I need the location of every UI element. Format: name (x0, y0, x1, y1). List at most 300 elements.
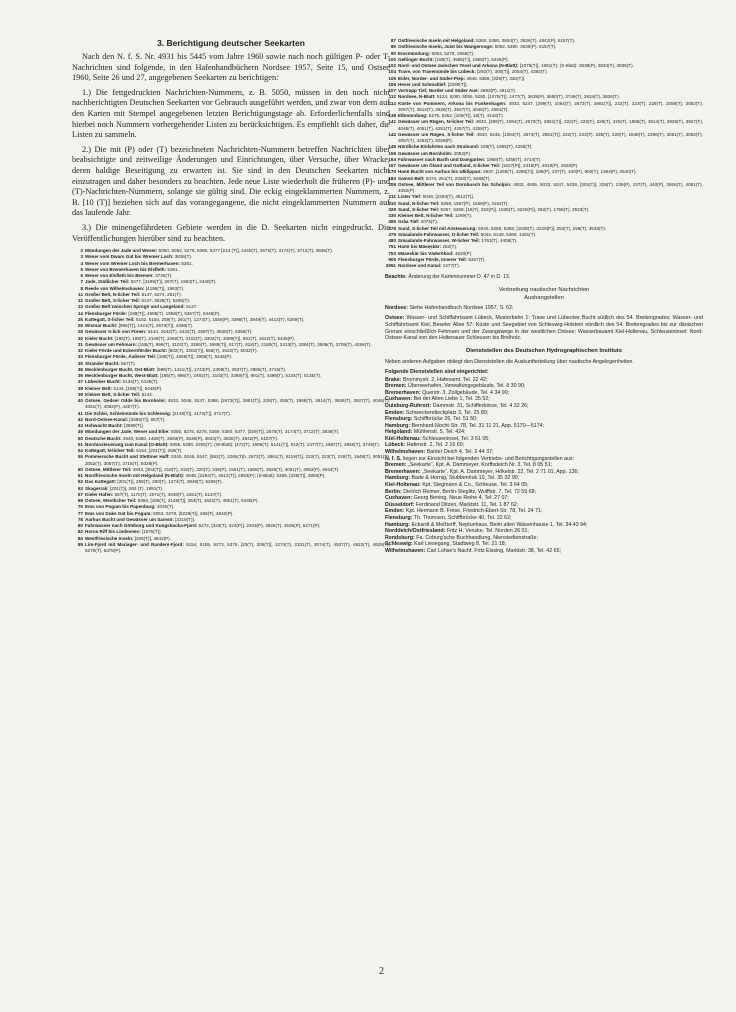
list-item (385, 263, 703, 269)
chart-name: Skagerrak: (85, 485, 109, 491)
chart-name: Das Kattegatt: (85, 479, 117, 485)
nordsee-paragraph (385, 305, 703, 312)
chart-name: Flensburger Förde, Innerer Teil: (398, 256, 468, 262)
chart-refs: [201(T)], 259(T), 260(T), 1274(T), 3949(T), 5269(T). (117, 479, 223, 485)
chart-refs: 5368, [185(T), 2149(T)], 253(T), 1622(T), 4051(T), 5445(P). (137, 498, 259, 504)
ostsee-paragraph (385, 315, 703, 342)
chart-number: 480 (388, 238, 396, 243)
office-city: Bremerhaven: (385, 468, 421, 475)
chart-number: 114 (388, 100, 396, 106)
office-entry (385, 515, 703, 522)
office-city: Hamburg: (385, 422, 411, 429)
chart-refs: 5275, 5352, [105(T)], 16(T), 4418(T). (428, 113, 504, 118)
chart-refs: 5361. (181, 260, 193, 266)
chart-name: Hever und Schmaltief: (398, 81, 447, 87)
chart-refs: 4933, [299(T), 1064(T), 2673(T), 2861(T)], 222(T), 223(T), 228(T), 229(T), 1965(T), 3614(T), 3926(T), 3927(T), 4046(T), 4051(T), 4253(T), 4257(T), 4258(T). (398, 119, 704, 131)
chart-name: Großer Belt zwischen Sprogö und Langeland: (85, 304, 185, 310)
chart-number: 80 (77, 523, 83, 529)
chart-entry (398, 119, 703, 132)
chart-name: Kieler Hafen: (85, 491, 114, 497)
office-text: Brommystr. 2, Hafenamt, Tel. 22 42; (402, 376, 488, 383)
chart-name: Gewässer S-lich von Fünen: (85, 329, 147, 335)
chart-name: Samsö Belt: (398, 175, 425, 181)
office-entry (385, 482, 703, 489)
chart-number: 11 (78, 291, 83, 297)
chart-refs: 5053, 5278, [5229(T)], 268(T), 4842(P). (153, 510, 234, 516)
chart-number: 13 (77, 304, 83, 310)
chart-name: Hanö Bucht von Aarhus bis Utklippan: (398, 169, 482, 175)
office-text: Bernhard-Nocht-Str. 78, Tel. 31 11 21, App. 5170—5174; (411, 422, 545, 429)
chart-name: Aarhus Bucht und Gewässer um Samsö: (85, 516, 174, 522)
office-entry (385, 475, 703, 482)
chart-refs: 5048, [2284(T), 4612(T)]. (422, 194, 475, 200)
office-entry (385, 522, 703, 529)
chart-name: Horns Riff bis Lindesnes: (85, 529, 141, 535)
office-entry (385, 528, 703, 535)
chart-refs: 3740(T). (155, 273, 173, 279)
chart-name: Großer Belt, S-licher Teil: (85, 298, 141, 304)
chart-refs: [201(T)], 260 (T), 1991(T). (110, 485, 164, 491)
chart-refs: 5267, 5268, [16(T), 322(P)], 1535(T), 3220(P)], 253(T), 1766(T), 3533(T). (440, 206, 590, 212)
chart-name: Ostsee, Mittlerer Teil von Dornbusch bis Scholpin: (398, 181, 512, 187)
chart-name: Hanö bis Mäseskär: (398, 244, 442, 250)
chart-refs: [996(T), 1421(T)], 1743(P), 2409(T), 2537(T), 2885(T), 4715(T). (156, 366, 287, 372)
chart-refs: 5245, 5246, 5247, [552(T), 2265(T)b, 2673(T), 2861(T), 5119(T)], 222(T), 223(T), 228(T), 1848(T), 3051(T), 3052(T), 3057(T), 3715(T), 5028(P). (85, 454, 391, 466)
chart-number: 7 (80, 279, 83, 285)
chart-entry (398, 132, 703, 145)
office-entry (385, 436, 703, 443)
chart-name: Wismar Bucht: (85, 323, 118, 329)
chart-number: 32 (77, 348, 83, 354)
chart-refs: 5147. (186, 304, 198, 310)
office-text: „Seekarte“, Kpt. A. Dammeyer, Hökelstr. 22, Tel. 2 71 01, App. 136; (422, 468, 579, 475)
chart-number: 159 (388, 150, 396, 156)
chart-refs: 1968(T), 4258(T), 4714(T). (486, 156, 542, 162)
chart-name: Kleiner Belt, S-licher Teil: (85, 391, 141, 397)
chart-number: 138 (388, 113, 396, 118)
chart-refs: 5360, 5380, 3834(T), 3836(T), 4842(P), 5157(T). (476, 38, 576, 43)
chart-refs: 4933, 5046, 5247, 5368, [2673(T)], 2861(T)], 228(T), 253(T), 1968(T), 3614(T), 3926(T), 3927(T), 4046(T), 4051(T), 4052(P), 4257(T). (85, 398, 390, 410)
list-item (385, 132, 703, 145)
chart-name: Ostfriesische Inseln mit Helgoland: (398, 38, 475, 43)
chart-name: Gewässer um Rügen, N-licher Teil: (398, 119, 475, 125)
note-label: Beachte: (385, 274, 407, 281)
office-text: Kpt. Hermann B. Frese, Friedrich-Ebert-Str. 78, Tel. 24 71; (405, 508, 543, 515)
chart-number: 33 (77, 354, 83, 360)
chart-number: 479 (388, 231, 396, 237)
chart-refs: 4933, 5245, [1064(T), 2673(T), 2861(T)], 222(T), 223(T), 225(T), 229(T), 1848(T), 2296(T), 3051(T), 3052(T), 3057(T), 4253(T), 5028(P). (398, 131, 703, 143)
office-text: Eckardt & Meßtorff, Neptunhaus, Beim alten Waisenhause 1, Tel. 34 43 94; (411, 521, 588, 528)
chart-number: 55 (77, 454, 83, 460)
office-entry (385, 449, 703, 456)
chart-name: Gewässer um Öland und Gotland, S-licher Teil: (398, 163, 501, 168)
office-city: Flensburg: (385, 515, 413, 521)
chart-number: 170 (388, 169, 396, 175)
chart-number: 12 (77, 298, 83, 304)
chart-name: Sund, S-licher Teil: (398, 206, 440, 212)
chart-refs: [185(T), 996(T), 2492(T), 3102(T), 3389(T)], 991(T), 4396(T), 5134(T), 5135(T). (159, 373, 322, 379)
office-city: Rendsburg: (385, 534, 415, 541)
office-text: Georg Bening, Neue Reihe 4, Tel. 27 07; (413, 495, 509, 502)
chart-name: Lim-Fjord mit Mariager- und Randers-Fjord: (85, 541, 184, 547)
chart-refs: [1075(T)]. (141, 529, 162, 535)
office-city: Kiel-Holtenau: (385, 482, 421, 489)
office-entry (385, 495, 703, 502)
offices-heading: Folgende Dienststellen sind eingerichtet: (385, 368, 489, 375)
chart-number: 4 (80, 260, 83, 266)
right-column (385, 38, 703, 555)
chart-number: 310 (388, 200, 396, 206)
chart-number: 37 (77, 379, 83, 385)
chart-name: Fahrwasser nach Barth und Damgarten: (398, 156, 486, 162)
chart-name: Gewässer um Rügen, S-licher Teil: (398, 131, 475, 137)
chart-name: Nordansteuerung zum Kanal (O-Blatt): (85, 441, 169, 447)
chart-refs: [1627(P)], 2418(P), 4519(P), 4820(P). (501, 163, 579, 168)
chart-refs: [2149(T)], 4174(T)], 3717(T). (172, 410, 232, 416)
chart-number: 211 (388, 194, 396, 200)
chart-name: Fahrwasser nach Göteborg und Kungsbacka-Fjord: (85, 523, 198, 529)
chart-name: Gråa Tief: (398, 219, 420, 225)
chart-refs: [502(T), 3302(T)], 658(T), 1622(T), 5032(T). (168, 348, 258, 354)
chart-refs: 5361. (167, 266, 179, 272)
offices-intro: Neben anderen Aufgaben obliegt den Dienststellen die Auskunfterteilung über nautische Angelegenheiten. (385, 358, 634, 365)
office-text: Dammstr. 31, Schifferbörse, Tel. 4 32 26; (432, 402, 529, 409)
chart-number: 62 (77, 479, 83, 485)
chart-refs: 4933, 4936, 5033, 5247, 5438, [303(T)], 228(T), 236(P), 237(T), 440(P), 3926(T), 4051(T), 4052(P). (398, 181, 703, 193)
office-city: Kiel-Holtenau: (385, 435, 421, 442)
chart-refs: 262(T). (442, 244, 458, 250)
chart-refs: 5144, 1642(T), 2432(T), 2687(T), 3628(T), 5265(T). (147, 329, 253, 335)
chart-refs: [185(T), 188(T), 2149(T), 2492(T), 3102(T), 3302(T), 3389(T)], 991(T), 1622(T), 5445(P). (114, 335, 296, 341)
chart-name: Trave, von Travemünde bis Lübeck: (398, 69, 476, 75)
chart-number: 107 (388, 88, 396, 93)
section-title: 3. Berichtigung deutscher Seekarten (157, 38, 305, 48)
chart-refs: 5147, 3628(T), 5265(T). (141, 298, 191, 304)
chart-correction-list-right (385, 38, 703, 269)
list-item (72, 454, 390, 467)
chart-refs: [3485(T)], 657(T). (129, 416, 166, 422)
chart-refs: [188(T)], 4585(T), 1958(T), 5367(T), 5445(P). (128, 310, 221, 316)
chart-number: 6 (80, 273, 83, 279)
chart-number: 102 (388, 63, 396, 68)
chart-name: Nord-Ostsee-Kanal: (85, 416, 129, 422)
chart-name: Emsmündung: (398, 50, 431, 56)
chart-name: Kleiner Belt, N-licher Teil: (398, 213, 454, 218)
office-text: Fritz H. Venske, Tel. Norden 26 01; (446, 528, 529, 535)
chart-refs: 5144, [188(T)], 5445(P). (113, 385, 163, 391)
chart-refs: [188(T)], 4585(T)], 1958(T), 5445(P). (157, 354, 233, 360)
office-text: Querstr. 3, Zollgebäude, Tel. 4 34 90; (422, 389, 510, 396)
chart-name: Ostfriesische Inseln, Juist bis Wangerooge: (398, 44, 494, 50)
chart-refs: 5154, 5155, 5273, 5376, [23(T), 205(T)], 1274(T), 2331(T), 3074(T), 4537(T), 4622(T), 4629(T), 5270(T), 5375(P). (85, 541, 390, 554)
chart-name: Ostsee, Westlicher Teil: (85, 498, 137, 504)
office-entry (385, 508, 703, 515)
office-city: Norddeich/Ostfriesland: (385, 528, 446, 535)
office-entry (385, 535, 703, 542)
chart-number: 51 (77, 441, 83, 447)
chart-name: Nord- und Ostsee zwischen Texel und Arkona (N-Blatt): (398, 63, 519, 68)
chart-number: 35 (77, 360, 83, 366)
chart-number: 60 (77, 466, 83, 472)
chart-refs: 4040(T). (156, 504, 175, 510)
chart-refs: 4937, [1255(T), 4290(T)], 236(P), 237(T), 440(P), 900(T), 1364(P), 2540(T). (483, 169, 637, 175)
chart-number: 106 (388, 81, 396, 87)
chart-number: 183 (388, 175, 396, 181)
chart-name: Gewässer um Bornholm: (398, 150, 453, 156)
chart-refs: [4195(T)], 1963(T). (145, 285, 185, 291)
chart-number: 329 (388, 206, 396, 212)
chart-number: 82 (77, 529, 83, 535)
office-entry (385, 462, 703, 469)
chart-refs: 1269(T). (454, 213, 473, 218)
chart-name: Kattegatt, S-licher Teil: (85, 316, 135, 322)
office-text: Schiffbrücke 26, Tel. 51 50; (413, 416, 478, 423)
chart-refs: 2075(T). (420, 219, 439, 225)
chart-entry (398, 263, 703, 269)
chart-name: Gewässer um Fehmarn: (85, 341, 138, 347)
chart-name: Smaalands-Fahrwasser, W-licher Teil: (398, 238, 481, 243)
chart-refs: [188(T), 4585(T)], 1958(T), 5445(P). (435, 56, 509, 62)
office-entry (385, 403, 703, 410)
chart-number: 43 (77, 423, 83, 429)
chart-name: Die Schlei, Schleimünde bis Schleswig: (85, 410, 172, 416)
chart-number: 30 (77, 335, 83, 341)
chart-number: 5 (80, 266, 83, 272)
chart-refs: 2893(P), 4811(T). (480, 88, 517, 93)
office-city: Hamburg: (385, 475, 411, 482)
office-city: Bremen: (385, 462, 407, 469)
rule-3-paragraph: 3.) Die minengefährdeten Gebiete werden in die D. Seekarten nicht eingedruckt. Die Veröffentlichungen hierüber sind zu beachten. (72, 222, 390, 243)
office-entry (385, 548, 703, 555)
chart-refs: 5134(T), 5135(T). (122, 379, 159, 385)
chart-name: Großer Belt, N-licher Teil: (85, 291, 141, 297)
chart-name: Mecklenburger Bucht, Ost-Blatt: (85, 366, 156, 372)
office-city: Emden: (385, 409, 405, 416)
chart-entry (85, 398, 390, 411)
chart-refs: 5044, 5148, 5368, 1461(T). (480, 231, 537, 237)
office-text: Bade & Hornig, Stubbenhuk 10, Tel. 35 32 90; (411, 475, 520, 482)
chart-name: Weser vom Wremer Loch bis Bremerhaven: (85, 260, 181, 266)
chart-name: Nördliche Einfahrten nach Stralsund: (398, 144, 480, 150)
chart-refs: [292(T), 300(T)], 2054(T), 4393(T). (477, 69, 548, 75)
chart-name: Geltinger Bucht: (398, 56, 434, 62)
chart-number: 69 (77, 498, 83, 504)
chart-name: Jade, Südlicher Teil: (85, 279, 130, 285)
chart-number: 104 (388, 69, 396, 75)
chart-refs: [335(T)], 4842(P). (134, 535, 171, 541)
chart-refs: [1075(T)], 1991(T); (S-Blatt): 3639(P), 3834(T), 3836(T). (519, 63, 634, 68)
distribution-title: Verbreitung nautischer Nachrichten (498, 287, 590, 294)
chart-number: 2 (80, 248, 83, 254)
chart-refs: [2290(T)]. (447, 81, 468, 87)
chart-number: 87 (390, 38, 396, 43)
chart-number: 8 (80, 285, 83, 291)
chart-refs: 5053, 5278, 2958(T). (431, 50, 475, 56)
office-text: Ferdinand Ditzen, Marktstr. 11, Tel. 1 87 62; (415, 501, 519, 508)
chart-refs: 5147, 5374, 251(T). (141, 291, 182, 297)
office-city: Berlin: (385, 488, 402, 495)
office-entry (385, 489, 703, 496)
office-city: N. f. S. (385, 455, 402, 462)
chart-refs: 5144. (141, 391, 154, 397)
chart-refs: 4933, [303(T)], 218(T), 319(T), 320(T), 236(P), 1551(T), 1868(T), 3926(T), 4051(T), 4052(P), 4944(T). (132, 466, 340, 472)
chart-name: Hohwacht Bucht: (85, 423, 123, 429)
office-text: Schweckendieckplatz 3, Tel. 25 80; (405, 409, 489, 416)
office-entry (385, 383, 703, 390)
note-text: Änderung der Kartennummer D. 47 in D. 13. (408, 274, 511, 281)
office-entry (385, 469, 703, 476)
chart-name: Kieler Förde und Eckernförder Bucht: (85, 348, 168, 354)
chart-refs: 4933, 5247, [299(T), 1064(T), 2673(T), 2861(T)], 222(T), 223(T), 228(T), 2059(T), 3052(T), 3057(T), 3614(T), 3926(T), 3927(T), 4046(T), 4051(T). (398, 100, 703, 112)
nordsee-text: Siehe Hafenhandbuch Nordsee 1957, S. 62; (409, 305, 514, 312)
chart-name: Reede von Wilhelmshaven: (85, 285, 145, 291)
chart-refs: [3318(T)]. (175, 516, 196, 522)
chart-number: 25 (77, 316, 83, 322)
chart-name: Smaalands-Fahrwasser, O-licher Teil: (398, 231, 480, 237)
chart-name: Weser von Bremerhaven bis Elsfleth: (85, 266, 167, 272)
chart-number: 77 (77, 510, 83, 516)
list-item (72, 542, 390, 555)
office-city: Cuxhaven: (385, 396, 413, 403)
chart-refs: 5272, [323(T), 324(P)], 2203(P), 3825(T), 4536(P), 5271(P). (198, 523, 321, 529)
chart-refs: 5374, 251(T), 2328(T), 5269(T). (425, 175, 491, 181)
chart-number: 141 (388, 119, 396, 125)
office-city: Lübeck: (385, 442, 406, 449)
ostsee-label: Ostsee: (385, 315, 405, 322)
chart-name: Elbmündung: (398, 113, 428, 118)
office-entry (385, 396, 703, 403)
chart-number: 42 (77, 416, 83, 422)
office-text: Mühlenstr. 5, Tel. 424; (413, 429, 466, 436)
list-item (72, 398, 390, 411)
office-text: Kpt. Stegmann & Co., Schleuse, Tel. 3 64 05; (422, 482, 529, 489)
chart-name: Flensburger Förde: (85, 310, 128, 316)
chart-number: 84 (77, 535, 83, 541)
office-city: Düsseldorf: (385, 501, 415, 508)
chart-name: Pommersche Bucht und Stettiner Haff: (85, 454, 170, 460)
chart-refs: 5052, 5380, 3639(P), 5157(T). (494, 44, 557, 50)
office-text: Bei der Alten Liebe 1, Tel. 35 52; (413, 396, 490, 403)
chart-name: Mäseskär bis Väderöbod: (398, 250, 454, 256)
chart-number: 26 (77, 323, 83, 329)
distribution-subtitle: Aushangstellen (524, 294, 564, 301)
offices-list (385, 377, 703, 555)
office-entry (385, 429, 703, 436)
chart-name: Westfriesische Inseln: (85, 535, 134, 541)
chart-name: Strander Bucht: (85, 360, 120, 366)
chart-entry (398, 182, 703, 195)
office-text: Banter Deich 4, Tel. 2 44 37; (426, 449, 494, 456)
chart-name: Ostsee, Mittlerer Teil: (85, 466, 132, 472)
chart-name: Küste von Pommern, Arkona bis Funkenhagen: (398, 100, 507, 106)
chart-number: 385 (388, 219, 396, 225)
chart-name: Sund, S-licher Teil mit Ansteuerung: (398, 225, 477, 231)
left-column (72, 38, 390, 554)
chart-number: 145 (388, 144, 396, 150)
office-city: Flensburg: (385, 416, 413, 423)
chart-number: 78 (77, 516, 83, 522)
note-line (385, 274, 703, 281)
office-city: Hamburg: (385, 521, 411, 528)
chart-number: 61 (77, 473, 83, 479)
office-text: liegen zur Einsicht bei folgenden Vertriebs- und Berichtigungsstellen aus: (402, 455, 575, 462)
chart-number: 90 (390, 50, 396, 56)
chart-number: 38 (77, 385, 83, 391)
office-text: Fa. Coburg'sche Buchhandlung, Nienstedtenstraße; (416, 534, 538, 541)
chart-name: Flensburger Förde, Äußerer Teil: (85, 354, 157, 360)
chart-refs: 4948, 5359, [329(T), 330(T)]. (466, 75, 526, 81)
chart-refs: 1477(T). (442, 263, 461, 268)
chart-refs: [185(T), 996(T), 3102(T), 3389(T), 3689(T)], 817(T), 818(T), 2180(T), 2413(T), 3384(T), 3506(T), 3709(T), 4259(T). (138, 341, 372, 347)
rule-2-paragraph: 2.) Die mit (P) oder (T) bezeichneten Nachrichten-Nummern betreffen Nachrichten über beabsichtigte und zeitweilige Änderungen und Einrichtungen, über Versuche, über Wracke, deren baldige Beseitigung zu erwarten ist. Sie sind in den Deutschen Seekarten nicht einzutragen und daher besonders zu beachten. Jede neue Liste wiederholt die früheren (P)- und (T)-Nachrichten-Nummern, solange sie gültig sind. Die eckig eingeklammerten Nummern, z. B. [10 (T)] beziehen sich auf das vorangegangene, die nicht eingeklammerten Nummern auf das laufende Jahr. (72, 144, 390, 218)
chart-number: 67 (77, 491, 83, 497)
chart-number: 330 (388, 213, 396, 218)
chart-name: Kieler Bucht: (85, 335, 114, 341)
chart-refs: 5367(T). (468, 256, 486, 262)
page-number: 2 (379, 966, 384, 977)
chart-correction-list-left (72, 248, 390, 554)
chart-refs: 4948, 5380, 1469(T), 2893(P), 3639(P), 3834(T), 3836(T), 4842(P), 5157(T). (122, 435, 279, 441)
chart-refs: 5154, [201(T)], 260(T). (136, 448, 183, 454)
chart-number: 2651 (385, 263, 396, 268)
chart-number: 112 (388, 94, 396, 100)
office-city: Bremerhaven: (385, 389, 421, 396)
offices-title: Dienststellen des Deutschen Hydrographischen Instituts (466, 348, 622, 355)
office-text: „Seekarte“, Kpt. A. Dammeyer, Korffsdeich Nr. 3, Tel. 8 05 51; (407, 462, 553, 469)
office-text: Hafenstr. 2, Tel. 2 16 60; (406, 442, 465, 449)
office-city: Wilhelmshaven: (385, 547, 426, 554)
chart-name: Ems von Duke Gat bis Pogum: (85, 510, 152, 516)
office-city: Helgoland: (385, 429, 413, 436)
chart-name: Kleiner Belt: (85, 385, 113, 391)
chart-number: 100 (388, 56, 396, 62)
chart-refs: 4052(P). (453, 150, 472, 156)
chart-refs: 657(T), 1170(T), 1971(T), 4049(T), 4261(T), 5137(T). (114, 491, 223, 497)
office-entry (385, 442, 703, 449)
chart-name: Ostsee, Gedser Odde bis Bornholm: (85, 398, 167, 404)
office-entry (385, 502, 703, 509)
office-entry (385, 423, 703, 430)
chart-name: Lübecker Bucht: (85, 379, 122, 385)
chart-refs: 5152, 5154, 259(T), 261(T), 1274(T), 1558(P), 3398(T), 3949(T), 4413(T), 5269(T). (135, 316, 305, 322)
chart-entry (398, 101, 703, 114)
chart-number: 164 (388, 156, 396, 162)
office-text: Überseehafen, Verwaltungsgebäude, Tel. 8 30 90; (407, 383, 526, 390)
chart-refs: 5050, 5275, 5276, 5359, 5360, 5377, [329(T)], 2575(T), 3174(T), 3712(T), 3836(T). (170, 429, 340, 435)
office-entry (385, 541, 703, 548)
list-item (385, 119, 703, 132)
chart-name: Nordfriesische Inseln mit Helgoland (N-Blatt): (85, 473, 185, 479)
chart-name: Ems von Pogum bis Papenburg: (85, 504, 156, 510)
chart-refs: 229(T), 1965(T), 4258(T). (480, 144, 533, 150)
chart-number: 50 (77, 435, 83, 441)
chart-refs: 5377, [4195(T)], 267(T), 1963(T), 2440(T). (130, 279, 217, 285)
chart-refs: 5124, 5280, 5055, 5280, [1075(T)], 1477(T), 3639(P), 3650(T), 3749(T), 3834(T), 3836(T). (436, 94, 620, 100)
office-entry (385, 410, 703, 417)
chart-refs: 1763(T), 4408(T). (481, 238, 518, 243)
chart-number: 49 (77, 429, 83, 435)
office-city: Duisburg-Ruhrort: (385, 402, 432, 409)
chart-number: 31 (77, 341, 83, 347)
chart-refs: 5055, 5280. 2205(T): (W-Blatt): [472(T), 1986(T), 5141(T)], 912(T), 1477(T), 2587(T), 3650(T), 3749(T). (170, 441, 381, 447)
chart-number: 209 (388, 181, 396, 187)
chart-number: 89 (390, 44, 396, 50)
chart-number: 40 (77, 398, 83, 404)
chart-number: 105 (388, 75, 396, 81)
chart-number: 28 (77, 329, 83, 335)
chart-name: Mecklenburger Bucht, West-Blatt: (85, 373, 159, 379)
chart-number: 905 (388, 256, 396, 262)
